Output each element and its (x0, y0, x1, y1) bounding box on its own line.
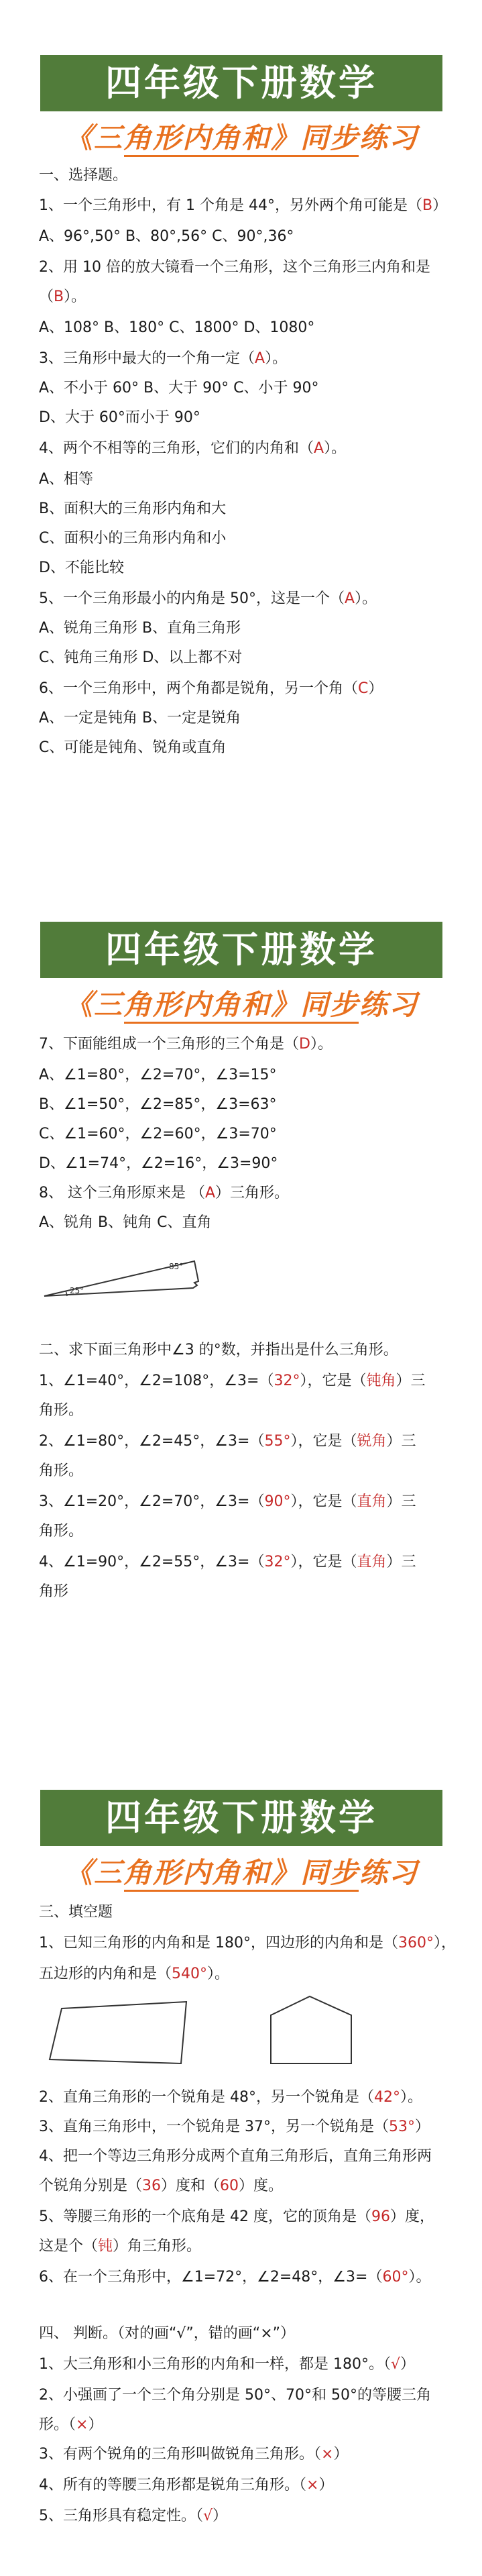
judge-question-3 (39, 2443, 348, 2466)
fill-question-1-line2 (39, 1963, 229, 1986)
question-text-end: ） (432, 197, 448, 214)
question-text-end: ）。 (400, 2089, 423, 2106)
answer-type: 锐角 (357, 1433, 387, 1450)
page-title-banner: 四年级下册数学 (40, 1790, 442, 1846)
section-heading: 四、 判断。（对的画“√”，错的画“×”） (39, 2325, 296, 2342)
question-text-end: ） (415, 2118, 430, 2135)
question-text-end: ） (333, 2446, 349, 2463)
question-text: 1、一个三角形中，有 1 个角是 44°，另外两个角可能是（ (39, 197, 422, 214)
question-3-options-a: A、不小于 60° B、大于 90° C、小于 90° (39, 380, 319, 396)
answer-type: 直角 (357, 1493, 387, 1510)
fill-question-5 (39, 2206, 434, 2229)
answer-type: 直角 (357, 1554, 387, 1570)
answer: A (345, 590, 355, 607)
question-text: 5、三角形具有稳定性。（ (39, 2508, 203, 2524)
fill-question-4: 4、把一个等边三角形分成两个直角三角形后，直角三角形两 (39, 2148, 432, 2165)
fill-question-5-line2 (39, 2235, 201, 2258)
answer-angle: 32° (264, 1554, 291, 1570)
answer-type: 钝角 (366, 1373, 396, 1389)
question-7-option-c: C、∠1=60°，∠2=60°，∠3=70° (39, 1126, 277, 1142)
answer: 42° (374, 2089, 400, 2106)
question-8-options: A、锐角 B、钝角 C、直角 (39, 1214, 212, 1231)
question-text: 2、∠1=80°，∠2=45°，∠3=（ (39, 1433, 265, 1450)
answer: B (422, 197, 433, 214)
pentagon-shape (271, 1996, 351, 2063)
question-text: 2、直角三角形的一个锐角是 48°，另一个锐角是（ (39, 2089, 374, 2106)
fill-question-4-line2 (39, 2175, 283, 2198)
question-text: 五边形的内角和是（ (39, 1966, 172, 1982)
calc-question-1-tail: 角形。 (39, 1402, 84, 1419)
calc-question-3-tail: 角形。 (39, 1523, 84, 1540)
fill-question-6 (39, 2266, 430, 2289)
answer: A (314, 440, 324, 457)
question-4-option-c: C、面积小的三角形内角和小 (39, 530, 227, 547)
question-text-end: ）三 (386, 1554, 416, 1570)
question-text: 3、有两个锐角的三角形叫做锐角三角形。（ (39, 2446, 321, 2463)
angle-label-right: 85° (169, 1262, 184, 1271)
question-text: 8、 这个三角形原来是 （ (39, 1185, 205, 1201)
question-text-end: ）。 (207, 1966, 230, 1982)
fill-question-2 (39, 2086, 422, 2109)
subtitle-underline (124, 1890, 359, 1892)
answer-mark: × (321, 2446, 334, 2463)
question-text: 7、下面能组成一个三角形的三个角是（ (39, 1036, 299, 1053)
question-text: 3、∠1=20°，∠2=70°，∠3=（ (39, 1493, 265, 1510)
angle-label-left: 25° (70, 1286, 84, 1295)
question-7-option-b: B、∠1=50°，∠2=85°，∠3=63° (39, 1096, 277, 1113)
fill-question-1 (39, 1932, 456, 1955)
answer: A (204, 1185, 216, 1201)
question-text-end: ）。 (408, 2269, 431, 2286)
judge-question-2-line2 (39, 2414, 103, 2436)
answer: 钝 (98, 2238, 113, 2255)
question-text-mid: ），它是（ (290, 1554, 357, 1570)
question-text-end: ） (368, 680, 383, 697)
judge-question-5 (39, 2505, 227, 2528)
question-text-end: ）三角形。 (215, 1185, 290, 1201)
page-title-banner: 四年级下册数学 (40, 55, 442, 111)
question-text-end: ）三 (386, 1433, 416, 1450)
section-heading: 二、求下面三角形中∠3 的°数，并指出是什么三角形。 (39, 1342, 398, 1358)
answer: 36 (142, 2178, 162, 2194)
answer: A (255, 350, 265, 367)
question-text: 1、已知三角形的内角和是 180°，四边形的内角和是（ (39, 1935, 398, 1951)
question-text-end: ）。 (265, 350, 288, 367)
question-5-options-b: C、钝角三角形 D、以上都不对 (39, 649, 243, 666)
answer: 96 (371, 2208, 390, 2225)
answer: 60 (220, 2178, 239, 2194)
question-text-mid: ），它是（ (290, 1433, 357, 1450)
question-7-option-d: D、∠1=74°，∠2=16°，∠3=90° (39, 1155, 278, 1172)
question-text-end: ） (213, 2508, 228, 2524)
question-text: 这是个（ (39, 2238, 99, 2255)
subtitle-text: 《三角形内角和》同步练习 (64, 988, 418, 1021)
question-text: 个锐角分别是（ (39, 2178, 143, 2194)
question-6-options-a: A、一定是钝角 B、一定是锐角 (39, 710, 241, 727)
question-text: （ (39, 288, 54, 305)
question-text: 5、一个三角形最小的内角是 50°，这是一个（ (39, 590, 345, 607)
question-text: 3、直角三角形中，一个锐角是 37°，另一个锐角是（ (39, 2118, 389, 2135)
answer: C (358, 680, 369, 697)
question-4-option-b: B、面积大的三角形内角和大 (39, 500, 227, 517)
answer: 60° (382, 2269, 409, 2286)
answer: 540° (172, 1966, 208, 1982)
question-6-options-b: C、可能是钝角、锐角或直角 (39, 739, 227, 756)
question-text-mid: ），它是（ (300, 1373, 367, 1389)
question-2: 2、用 10 倍的放大镜看一个三角形，这个三角形三内角和是 (39, 259, 430, 276)
quadrilateral-shape (50, 2002, 186, 2063)
pentagon-figure (268, 1994, 355, 2068)
answer-angle: 90° (264, 1493, 291, 1510)
question-5-options-a: A、锐角三角形 B、直角三角形 (39, 620, 241, 637)
question-text: 5、等腰三角形的一个底角是 42 度，它的顶角是（ (39, 2208, 371, 2225)
question-text: 1、大三角形和小三角形的内角和一样，都是 180°。（ (39, 2356, 391, 2373)
question-text-end: ）。 (310, 1036, 333, 1053)
question-text-end: ） (88, 2416, 103, 2433)
question-3-options-b: D、大于 60°而小于 90° (39, 409, 200, 426)
page-title-banner: 四年级下册数学 (40, 922, 442, 978)
calc-question-2-tail: 角形。 (39, 1462, 84, 1479)
answer-angle: 32° (274, 1373, 300, 1389)
section-heading: 一、选择题。 (39, 167, 128, 184)
question-text: 形。（ (39, 2416, 76, 2433)
question-text: 6、在一个三角形中，∠1=72°，∠2=48°，∠3=（ (39, 2269, 383, 2286)
question-text: 6、一个三角形中，两个角都是锐角，另一个角（ (39, 680, 358, 697)
question-text-end: ）。 (64, 288, 86, 305)
answer: 53° (389, 2118, 415, 2135)
answer-mark: × (76, 2416, 88, 2433)
question-text-end: ）度， (389, 2208, 434, 2225)
quadrilateral-figure (47, 1999, 194, 2066)
question-text: 1、∠1=40°，∠2=108°，∠3=（ (39, 1373, 274, 1389)
judge-question-1 (39, 2353, 415, 2376)
section-heading: 三、填空题 (39, 1904, 113, 1921)
answer-mark: √ (390, 2356, 401, 2373)
page-subtitle (40, 1853, 442, 1893)
question-text-end: ）度。 (239, 2178, 284, 2194)
judge-question-2: 2、小强画了一个三个角分别是 50°、70°和 50°的等腰三角 (39, 2387, 431, 2404)
calc-question-4-tail: 角形 (39, 1583, 69, 1600)
answer-mark: × (306, 2477, 319, 2493)
question-text-end: ）。 (355, 590, 377, 607)
question-4-option-d: D、不能比较 (39, 559, 124, 576)
fill-question-3 (39, 2116, 430, 2139)
answer: 360° (398, 1935, 434, 1951)
question-text-end: ）三 (386, 1493, 416, 1510)
question-7-option-a: A、∠1=80°，∠2=70°，∠3=15° (39, 1067, 277, 1083)
answer-angle: 55° (264, 1433, 291, 1450)
question-text: 4、∠1=90°，∠2=55°，∠3=（ (39, 1554, 265, 1570)
answer-mark: √ (203, 2508, 213, 2524)
judge-question-4 (39, 2474, 333, 2497)
question-text-end: ） (400, 2356, 416, 2373)
question-text: 4、两个不相等的三角形，它们的内角和（ (39, 440, 314, 457)
question-text: 3、三角形中最大的一个角一定（ (39, 350, 255, 367)
question-text-end: ）。 (324, 440, 347, 457)
question-text-end: ）角三角形。 (113, 2238, 202, 2255)
question-text-end: ）， (433, 1935, 456, 1951)
question-text-mid: ），它是（ (290, 1493, 357, 1510)
question-1-options: A、96°,50° B、80°,56° C、90°,36° (39, 228, 294, 245)
subtitle-text: 《三角形内角和》同步练习 (64, 1856, 418, 1889)
question-text-end: ）三 (396, 1373, 426, 1389)
answer: B (54, 288, 64, 305)
question-text-end: ） (318, 2477, 334, 2493)
question-2-options: A、108° B、180° C、1800° D、1080° (39, 319, 315, 336)
question-4-option-a: A、相等 (39, 471, 94, 488)
question-text-mid: ）度和（ (161, 2178, 221, 2194)
subtitle-text: 《三角形内角和》同步练习 (64, 121, 418, 154)
question-text: 4、所有的等腰三角形都是锐角三角形。（ (39, 2477, 306, 2493)
answer: D (299, 1036, 310, 1053)
